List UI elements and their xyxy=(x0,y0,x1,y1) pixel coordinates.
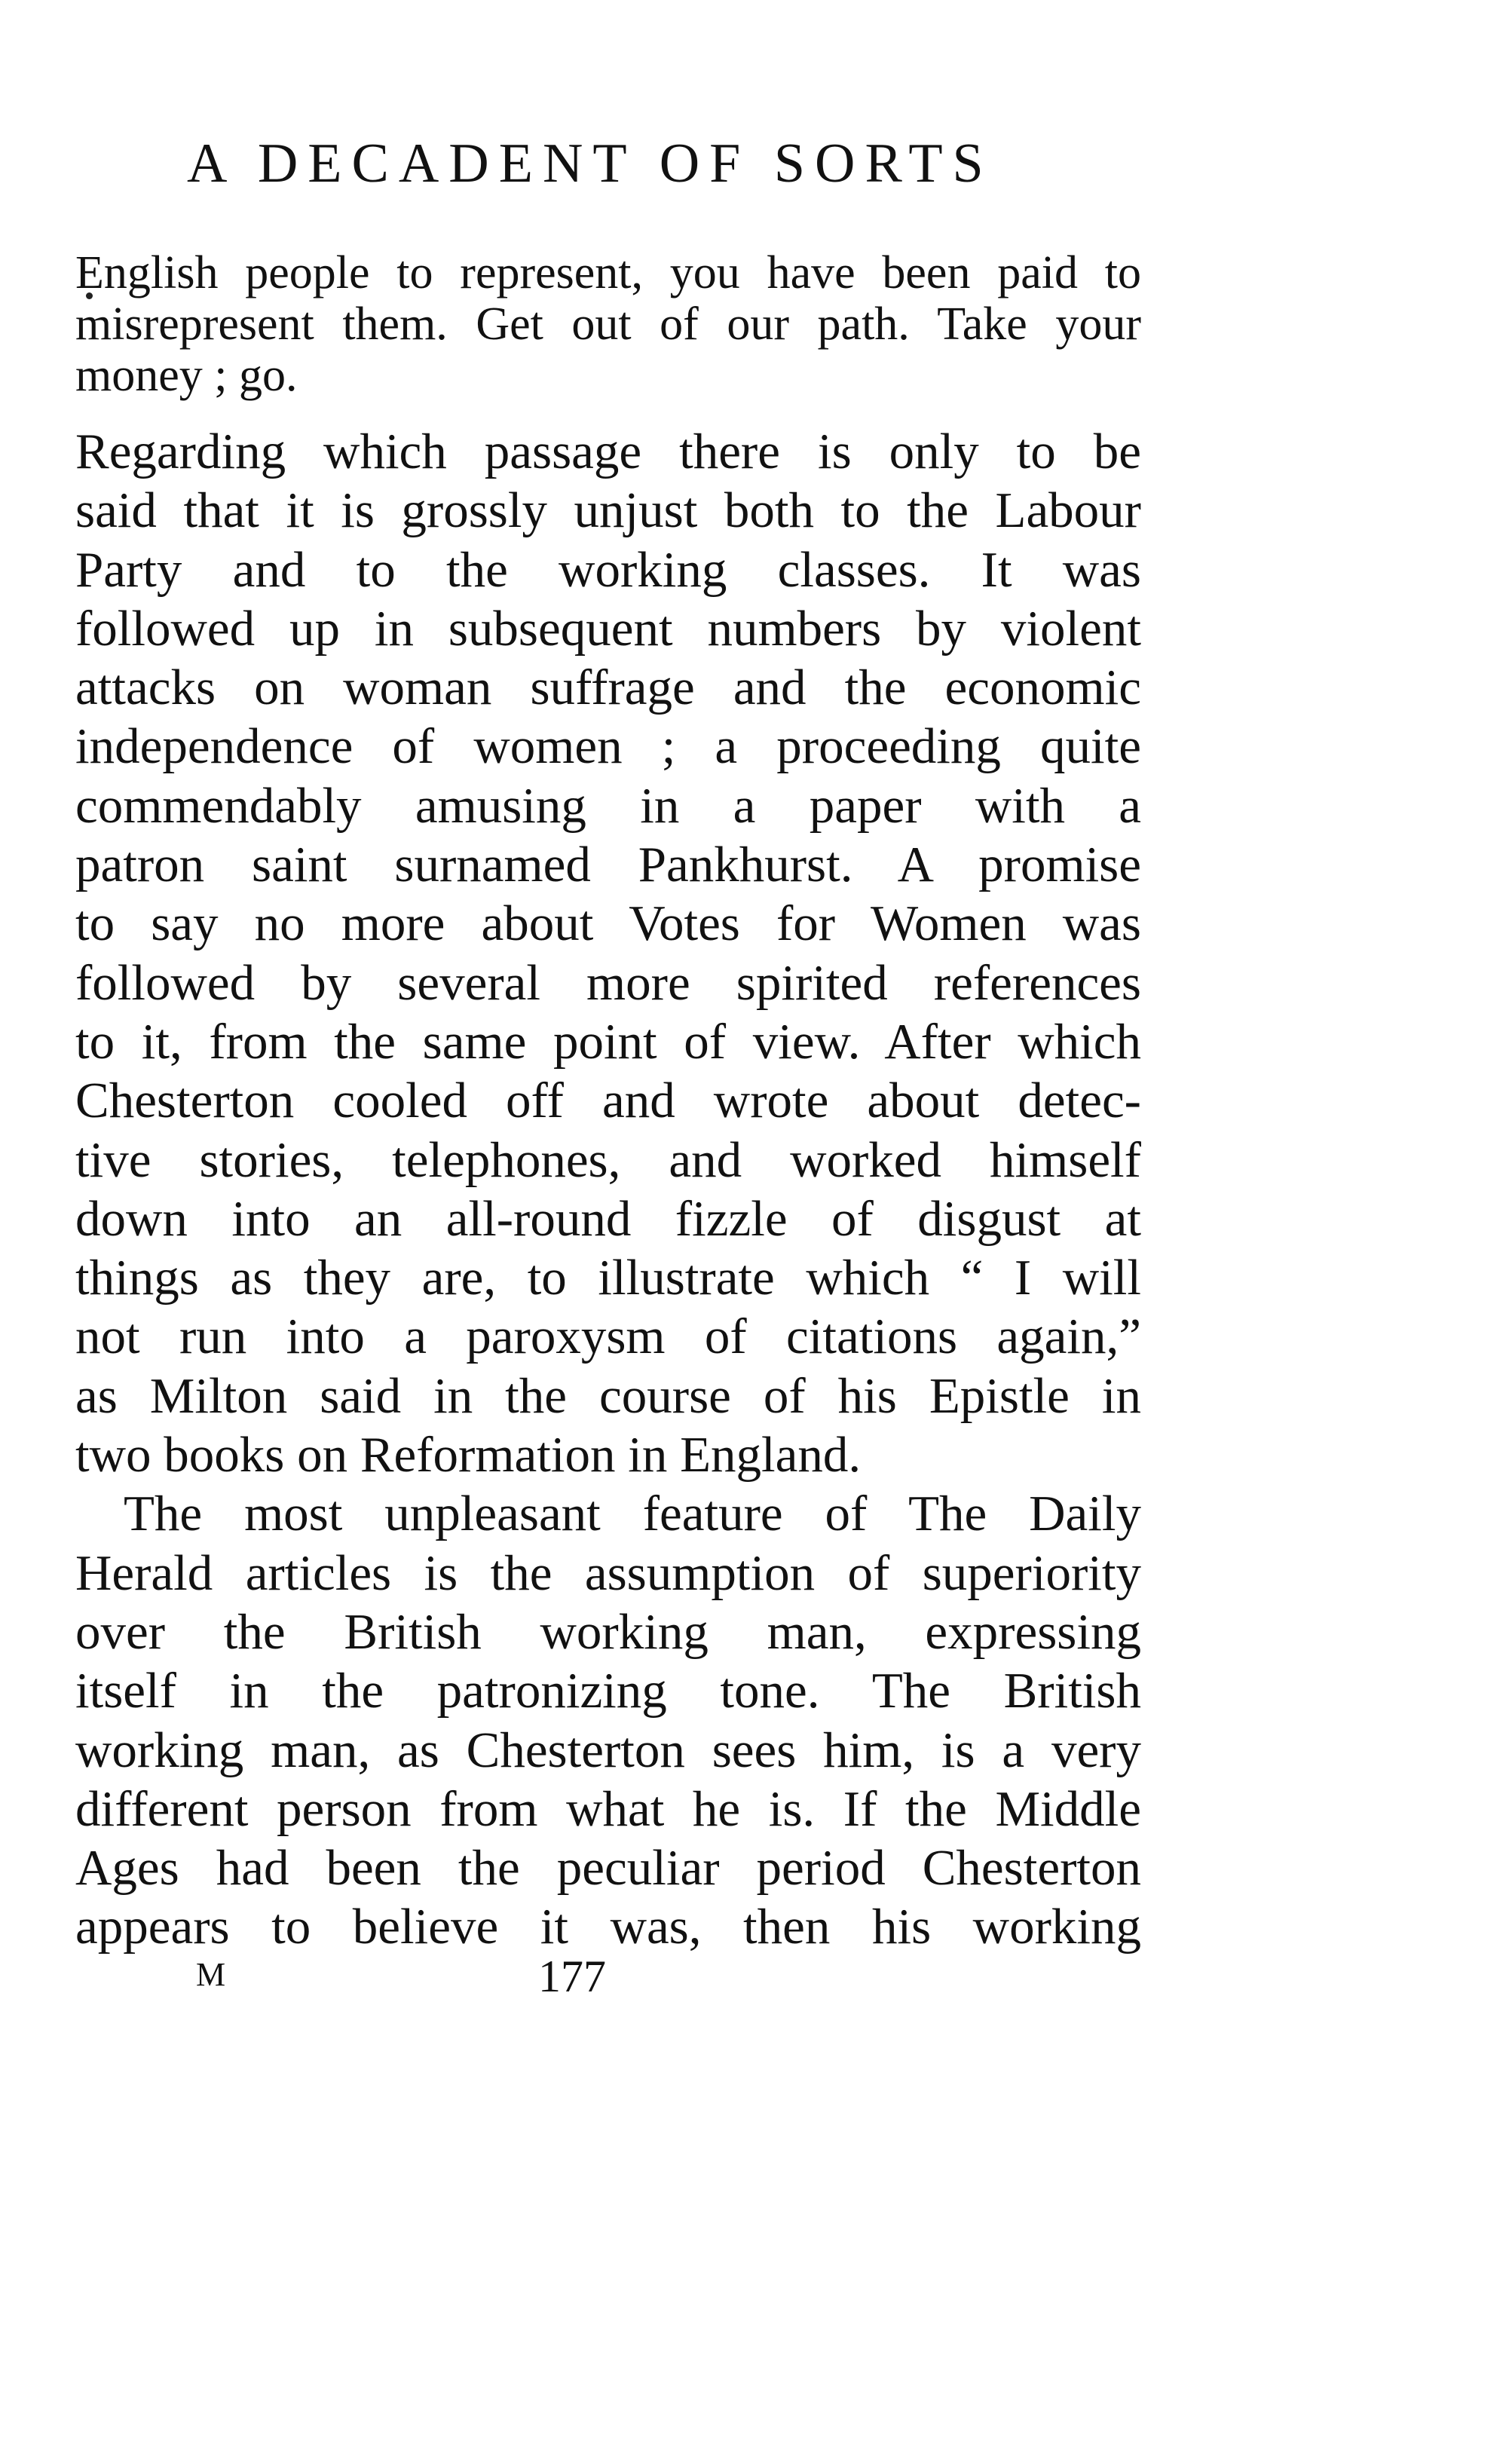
book-page xyxy=(75,0,1141,2452)
text-line: attacks on woman suffrage and the economic xyxy=(75,660,1141,716)
text-line: as Milton said in the course of his Epistle in xyxy=(75,1367,1141,1424)
text-line: itself in the patronizing tone. The British xyxy=(75,1663,1141,1719)
text-line: working man, as Chesterton sees him, is a very xyxy=(75,1722,1141,1778)
text-line: Ages had been the peculiar period Chesterton xyxy=(75,1840,1141,1896)
quote-line: English people to represent, you have been paid to xyxy=(75,247,1141,298)
text-line: independence of women ; a proceeding quite xyxy=(75,718,1141,775)
text-line: to say no more about Votes for Women was xyxy=(75,895,1141,952)
quote-line: money ; go. xyxy=(75,350,298,401)
text-line: two books on Reformation in England. xyxy=(75,1427,862,1483)
paragraph-1 xyxy=(75,422,1141,1484)
text-line: followed by several more spirited references xyxy=(75,954,1141,1011)
block-quote xyxy=(75,247,1141,401)
signature-mark: M xyxy=(196,1956,228,1993)
text-line: over the British working man, expressing xyxy=(75,1603,1141,1660)
text-line: said that it is grossly unjust both to the Labour xyxy=(75,482,1141,539)
text-line: appears to believe it was, then his working xyxy=(75,1899,1141,1955)
text-line: not run into a paroxysm of citations again,” xyxy=(75,1309,1141,1365)
text-line: followed up in subsequent numbers by violent xyxy=(75,600,1141,657)
text-line: Chesterton cooled off and wrote about detec- xyxy=(75,1073,1141,1129)
text-line: The most unpleasant feature of The Daily xyxy=(124,1486,1141,1542)
quote-line: misrepresent them. Get out of our path. Take your xyxy=(75,298,1141,350)
text-line: Herald articles is the assumption of superiority xyxy=(75,1544,1141,1601)
text-line: Regarding which passage there is only to be xyxy=(75,424,1141,479)
text-line: tive stories, telephones, and worked himself xyxy=(75,1131,1141,1188)
text-line: things as they are, to illustrate which “ I will xyxy=(75,1250,1141,1306)
paragraph-2 xyxy=(75,1484,1141,1956)
text-line: commendably amusing in a paper with a xyxy=(75,777,1141,834)
page-number: 177 xyxy=(538,1951,606,2001)
text-line: Party and to the working classes. It was xyxy=(75,541,1141,598)
body-text xyxy=(75,422,1141,1957)
text-line: to it, from the same point of view. After which xyxy=(75,1013,1141,1070)
running-head-title: A DECADENT OF SORTS xyxy=(187,133,993,194)
text-line: patron saint surnamed Pankhurst. A promise xyxy=(75,837,1141,893)
text-line: different person from what he is. If the Middle xyxy=(75,1780,1141,1837)
text-line: down into an all-round fizzle of disgust at xyxy=(75,1190,1141,1247)
